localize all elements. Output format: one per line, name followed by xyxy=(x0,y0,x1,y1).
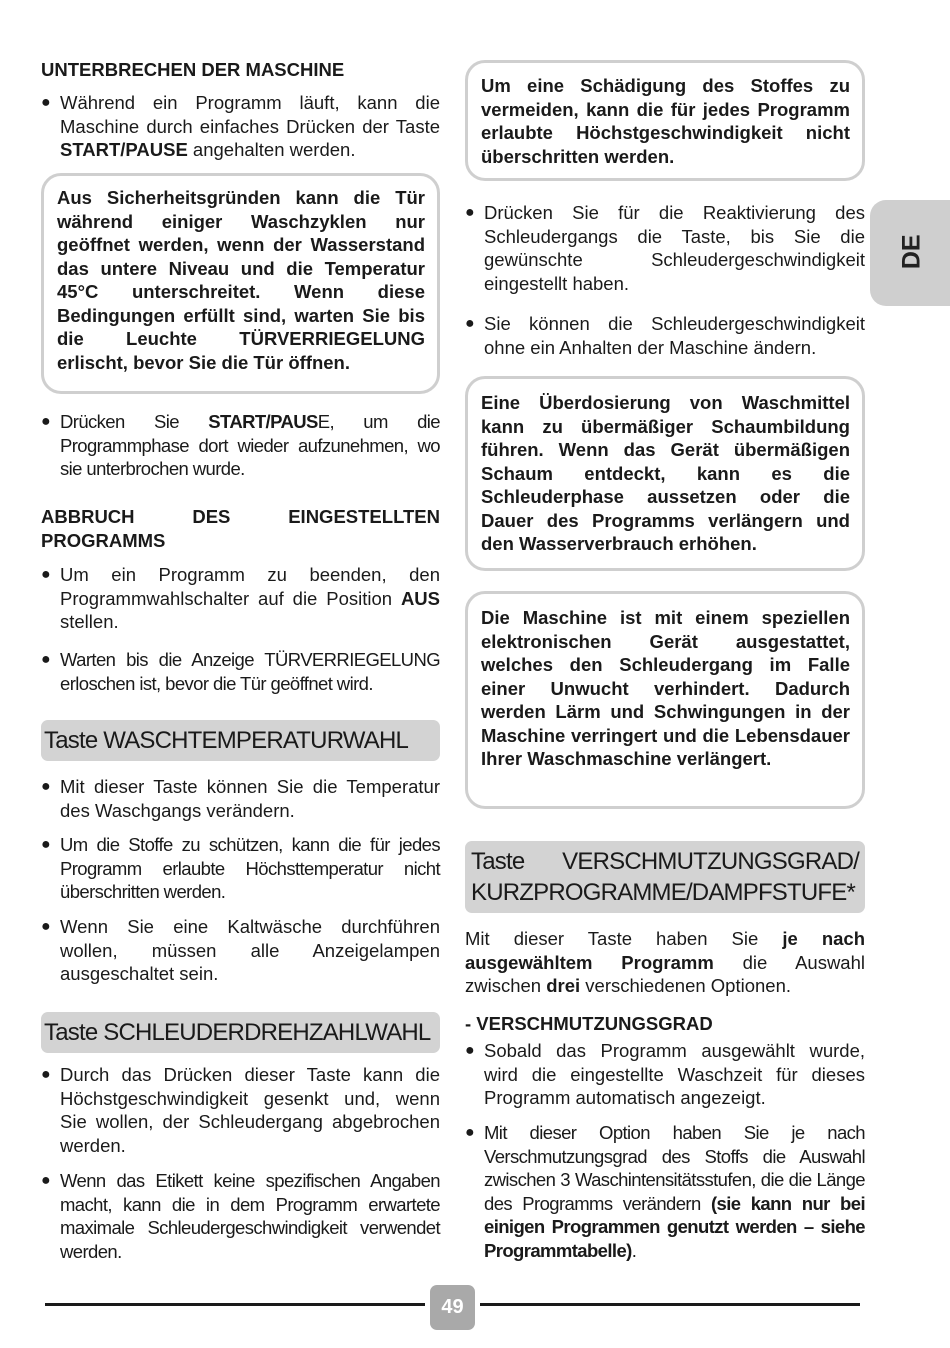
list-item: ● Durch das Drücken dieser Taste kann die Höchstgeschwindigkeit gesenkt und, wenn Sie wollen, der Schleudergang abgebrochen werden. xyxy=(41,1064,440,1156)
bullet-icon: ● xyxy=(41,1172,51,1189)
language-tab-label: DE xyxy=(897,234,926,270)
subheading-soil-level: - VERSCHMUTZUNGSGRAD xyxy=(465,1013,713,1034)
list-item: ● Warten bis die Anzeige TÜRVERRIEGELUNG erloschen ist, bevor die Tür geöffnet wird. xyxy=(41,649,440,694)
section-bar-soil-level: Taste VERSCHMUTZUNGSGRAD/ KURZPROGRAMME/DAMPFSTUFE* xyxy=(465,841,865,913)
bullet-icon: ● xyxy=(41,1066,51,1083)
bullet-icon: ● xyxy=(41,836,51,853)
footer-rule-left xyxy=(45,1303,425,1306)
list-item: ● Drücken Sie für die Reaktivierung des Schleudergangs die Taste, bis Sie die gewünschte Schleudergeschwindigkeit eingestellt haben. xyxy=(465,202,865,294)
bullet-icon: ● xyxy=(465,1124,475,1141)
list-item: ● Wenn das Etikett keine spezifischen Angaben macht, kann die in dem Programm erwartete maximale Schleudergeschwindigkeit verwendet werden. xyxy=(41,1170,440,1262)
spin-note-box: Um eine Schädigung des Stoffes zu vermeiden, kann die für jedes Programm erlaubte Höchstgeschwindigkeit nicht überschritten werden. xyxy=(465,60,865,181)
imbalance-note-box: Die Maschine ist mit einem speziellen elektronischen Gerät ausgestattet, welches den Schleudergang im Falle einer Unwucht verhindert. Dadurch werden Lärm und Schwingungen in der Maschine verringert und die Lebensdauer Ihrer Waschmaschine verlängert. xyxy=(465,591,865,809)
list-item: ● Sobald das Programm ausgewählt wurde, wird die eingestellte Waschzeit für dieses Programm automatisch angezeigt. xyxy=(465,1040,865,1108)
list-item: ● Um die Stoffe zu schützen, kann die für jedes Programm erlaubte Höchsttemperatur nicht überschritten werden. xyxy=(41,834,440,902)
list-item: ● Sie können die Schleudergeschwindigkeit ohne ein Anhalten der Maschine ändern. xyxy=(465,313,865,358)
bullet-icon: ● xyxy=(41,413,51,430)
section-bar-spin: Taste SCHLEUDERDREHZAHLWAHL xyxy=(41,1012,440,1053)
section-bar-temperature: Taste WASCHTEMPERATURWAHL xyxy=(41,720,440,761)
bullet-icon: ● xyxy=(465,1042,475,1059)
bullet-icon: ● xyxy=(465,204,475,221)
bullet-icon: ● xyxy=(41,651,51,668)
detergent-note-box: Eine Überdosierung von Waschmittel kann zu übermäßiger Schaumbildung führen. Wenn das Gerät übermäßigen Schaum entdeckt, kann es die Schleuderphase aussetzen oder die Dauer des Programms verlängern und den Wasserverbrauch erhöhen. xyxy=(465,376,865,571)
section-heading-cancel: ABBRUCH DES EINGESTELLTEN PROGRAMMS xyxy=(41,506,440,551)
list-item: ● Wenn Sie eine Kaltwäsche durchführen wollen, müssen alle Anzeigelampen ausgeschaltet sein. xyxy=(41,916,440,984)
bullet-icon: ● xyxy=(41,566,51,583)
language-tab xyxy=(870,200,950,306)
footer-rule-right xyxy=(480,1303,860,1306)
intro-paragraph: Mit dieser Taste haben Sie je nach ausgewähltem Programm die Auswahl zwischen drei verschiedenen Optionen. xyxy=(465,928,865,996)
list-item: ● Um ein Programm zu beenden, den Programmwahlschalter auf die Position AUS stellen. xyxy=(41,564,440,632)
page-number: 49 xyxy=(430,1285,475,1330)
list-item: ● Mit dieser Option haben Sie je nach Verschmutzungsgrad des Stoffs die Auswahl zwischen 3 Waschintensitätsstufen, die die Länge des Programms verändern (sie kann nur bei einigen Programmen genutzt werden – siehe Programmtabelle). xyxy=(465,1122,865,1261)
bullet-icon: ● xyxy=(41,918,51,935)
list-item: ● Drücken Sie START/PAUSE, um die Programmphase dort wieder aufzunehmen, wo sie unterbrochen wurde. xyxy=(41,411,440,479)
list-item: ● Während ein Programm läuft, kann die Maschine durch einfaches Drücken der Taste START/PAUSE angehalten werden. xyxy=(41,92,440,160)
list-item: ● Mit dieser Taste können Sie die Temperatur des Waschgangs verändern. xyxy=(41,776,440,821)
section-heading-interrupt: UNTERBRECHEN DER MASCHINE xyxy=(41,59,345,80)
bullet-icon: ● xyxy=(41,94,51,111)
bullet-icon: ● xyxy=(41,778,51,795)
safety-note-box: Aus Sicherheitsgründen kann die Tür während einiger Waschzyklen nur geöffnet werden, wenn der Wasserstand das untere Niveau und die Temperatur 45°C unterschreitet. Wenn diese Bedingungen erfüllt sind, warten Sie bis die Leuchte TÜRVERRIEGELUNG erlischt, bevor Sie die Tür öffnen. xyxy=(41,173,440,394)
bullet-icon: ● xyxy=(465,315,475,332)
